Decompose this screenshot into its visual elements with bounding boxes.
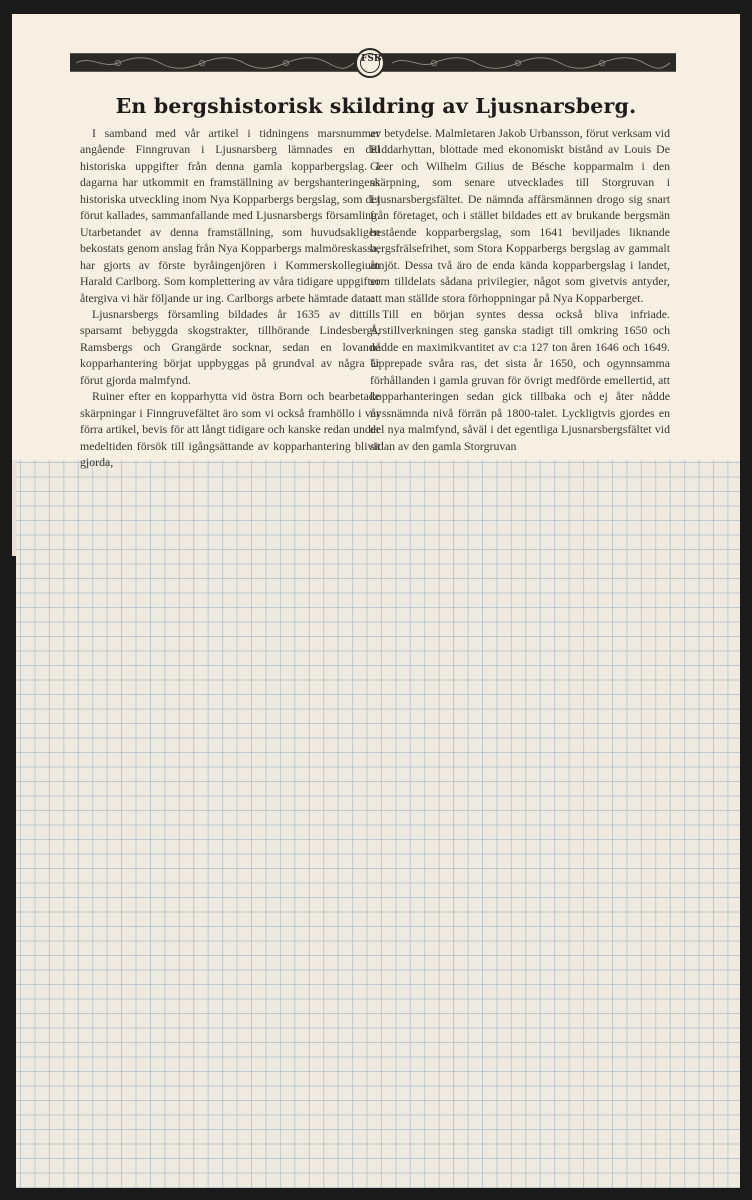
graph-paper-sheet	[16, 458, 740, 1188]
paragraph-3: Ruiner efter en kopparhytta vid östra Born och bearbetade skärpningar i Finngruvefältet äro som vi också framhöllo i vår förra artikel, bevis för att långt tidigare och kanske redan under medeltiden försök till igångsättande av kopparhantering blivit gjorda,	[80, 389, 380, 470]
article-column-right	[370, 125, 670, 453]
paragraph-3-continued: av betydelse. Malmletaren Jakob Urbansson, förut verksam vid Riddarhyttan, blottade med ekonomiskt bistånd av Louis De Geer och Wilhelm Gilius de Bésche kopparmalm i den skärpning, som senare utvecklades till Storgruvan i Ljusnarsbergsfältet. De nämnda affärsmännen drogo sig snart från företaget, och i stället bildades ett av brukande bergsmän bestående kopparbergslag, som 1641 beviljades liknande bergsfrälsefrihet, som Stora Kopparbergs bergslag av gammalt åtnjöt. Dessa två äro de enda kända kopparbergslag i landet, som tilldelats sådana privilegier, något som givetvis antyder, att man ställde stora förhoppningar på Nya Kopparberget.	[370, 126, 670, 305]
emblem-monogram: FSB	[360, 53, 380, 73]
fsb-emblem-icon	[355, 48, 385, 78]
paragraph-1: I samband med vår artikel i tidningens marsnummer angående Finngruvan i Ljusnarsberg lämnades en del historiska uppgifter från denna gamla kopparbergslag. I dagarna har utkommit en framställning av bergshanteringens historiska utveckling inom Nya Kopparbergs bergslag, som det förut kallades, sammanfallande med Ljusnarsbergs församling. Utarbetandet av denna framställning, som huvudsakligen bekostats genom anslag från Nya Kopparbergs malmöreskassa, har gjorts av förste byråingenjören i Kommerskollegium Harald Carlborg. Som komplettering av våra tidigare uppgifter återgiva vi här följande ur ing. Carlborgs arbete hämtade data:	[80, 126, 380, 305]
paragraph-2: Ljusnarsbergs församling bildades år 1635 av dittills sparsamt bebyggda skogstrakter, tillhörande Lindesbergs, Ramsbergs och Grangärde socknar, sedan en lovande kopparhantering börjat uppbyggas på grundval av några år förut gjorda malmfynd.	[80, 306, 380, 387]
paragraph-4: Till en början syntes dessa också bliva infriade. Årstillverkningen steg ganska stadigt till omkring 1650 och nådde en maximikvantitet av c:a 127 ton åren 1646 och 1649. Upprepade svåra ras, det sista år 1650, och ogynnsamma förhållanden i gamla gruvan för övrigt medförde emellertid, att kopparhanteringen sedan gick tillbaka och ej åter nådde nyssnämnda nivå förrän på 1800-talet. Lyckligtvis gjordes en del nya malmfynd, såväl i det egentliga Ljusnarsbergsfältet vid sidan av den gamla Storgruvan	[370, 306, 670, 453]
article-column-left	[80, 125, 380, 470]
article-headline: En bergshistorisk skildring av Ljusnarsberg.	[115, 94, 637, 118]
